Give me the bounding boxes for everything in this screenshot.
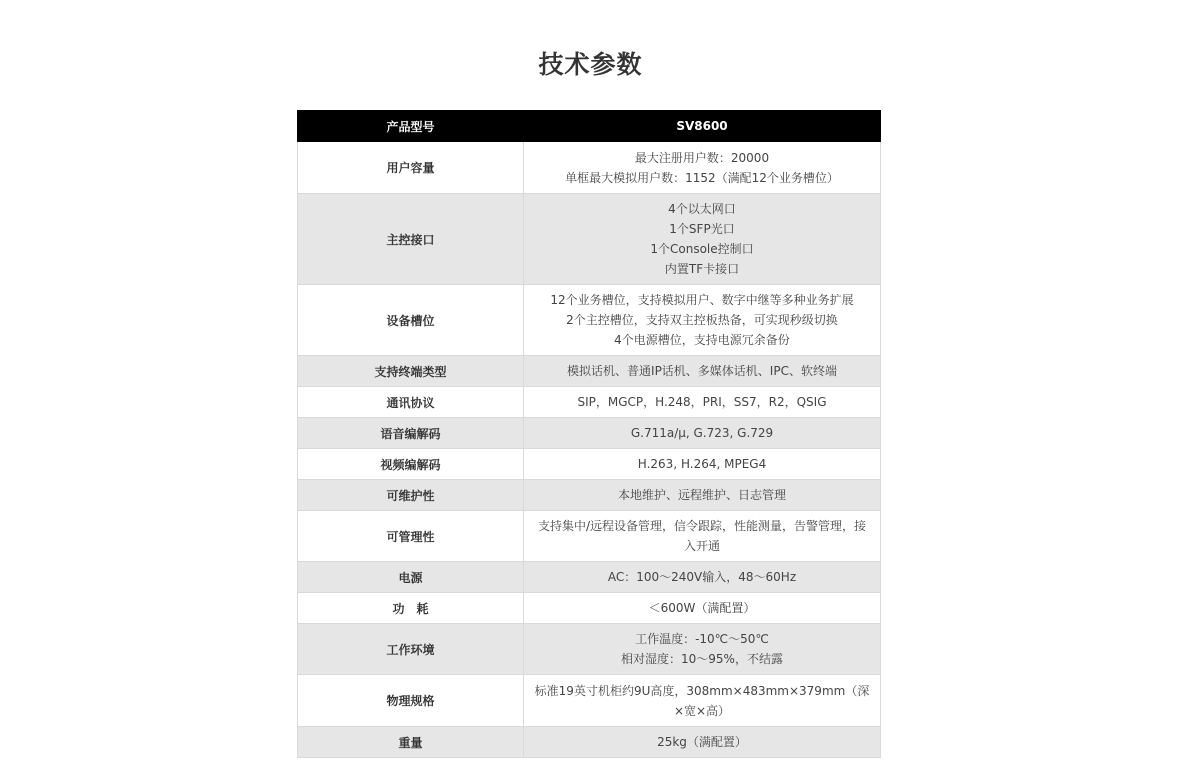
value-line: AC：100～240V输入，48～60Hz	[607, 570, 797, 584]
value-line: 25kg（满配置）	[657, 735, 747, 749]
row-value	[524, 562, 881, 593]
row-label: 可管理性	[298, 511, 524, 562]
value-line: 1个SFP光口	[669, 222, 735, 236]
row-value	[524, 142, 881, 194]
value-line: 模拟话机、普通IP话机、多媒体话机、IPC、软终端	[567, 364, 837, 378]
value-line: 12个业务槽位，支持模拟用户、数字中继等多种业务扩展	[550, 293, 854, 307]
row-label: 视频编解码	[298, 449, 524, 480]
value-line: 4个电源槽位，支持电源冗余备份	[614, 333, 790, 347]
value-line: 1个Console控制口	[650, 242, 754, 256]
table-row	[298, 194, 881, 285]
row-value	[524, 675, 881, 727]
value-line: 标准19英寸机柜约9U高度，308mm×483mm×379mm（深×宽×高）	[534, 683, 870, 718]
row-label: 主控接口	[298, 194, 524, 285]
row-label: 通讯协议	[298, 387, 524, 418]
row-value	[524, 194, 881, 285]
row-label: 电源	[298, 562, 524, 593]
value-line: 2个主控槽位，支持双主控板热备，可实现秒级切换	[566, 313, 838, 327]
row-label: 语音编解码	[298, 418, 524, 449]
row-value	[524, 418, 881, 449]
value-line: 4个以太网口	[668, 202, 736, 216]
header-model-cell: SV8600	[524, 111, 881, 142]
row-value	[524, 624, 881, 675]
table-header-row	[298, 111, 881, 142]
value-line: 内置TF卡接口	[664, 262, 740, 276]
header-label-cell: 产品型号	[298, 111, 524, 142]
value-line: 单框最大模拟用户数：1152（满配12个业务槽位）	[565, 170, 839, 185]
row-label: 用户容量	[298, 142, 524, 194]
table-row	[298, 593, 881, 624]
row-value	[524, 285, 881, 356]
row-value	[524, 727, 881, 758]
table-row	[298, 356, 881, 387]
table-row	[298, 562, 881, 593]
row-value	[524, 356, 881, 387]
row-value	[524, 593, 881, 624]
value-line: SIP，MGCP，H.248，PRI，SS7，R2，QSIG	[577, 395, 827, 409]
value-line: ＜600W（满配置）	[648, 601, 756, 615]
row-label: 重量	[298, 727, 524, 758]
value-line: 最大注册用户数：20000	[634, 150, 770, 165]
table-row	[298, 624, 881, 675]
row-label: 设备槽位	[298, 285, 524, 356]
page-title: 技术参数	[538, 50, 643, 79]
row-label: 功 耗	[298, 593, 524, 624]
table-row	[298, 285, 881, 356]
row-label: 支持终端类型	[298, 356, 524, 387]
table-row	[298, 480, 881, 511]
value-line: 相对湿度：10～95%，不结露	[621, 652, 783, 666]
table-row	[298, 511, 881, 562]
value-line: 本地维护、远程维护、日志管理	[617, 488, 786, 502]
row-label: 可维护性	[298, 480, 524, 511]
row-label: 工作环境	[298, 624, 524, 675]
row-label: 物理规格	[298, 675, 524, 727]
value-line: 工作温度：-10℃～50℃	[635, 632, 769, 646]
value-line: H.263, H.264, MPEG4	[637, 457, 767, 471]
spec-table	[297, 110, 881, 758]
table-row	[298, 142, 881, 194]
row-value	[524, 449, 881, 480]
row-value	[524, 480, 881, 511]
table-row	[298, 418, 881, 449]
row-value	[524, 511, 881, 562]
value-line: 支持集中/远程设备管理，信令跟踪，性能测量，告警管理，接入开通	[537, 519, 867, 553]
table-row	[298, 387, 881, 418]
table-row	[298, 449, 881, 480]
table-row	[298, 727, 881, 758]
value-line: G.711a/μ, G.723, G.729	[630, 426, 774, 440]
table-row	[298, 675, 881, 727]
row-value	[524, 387, 881, 418]
